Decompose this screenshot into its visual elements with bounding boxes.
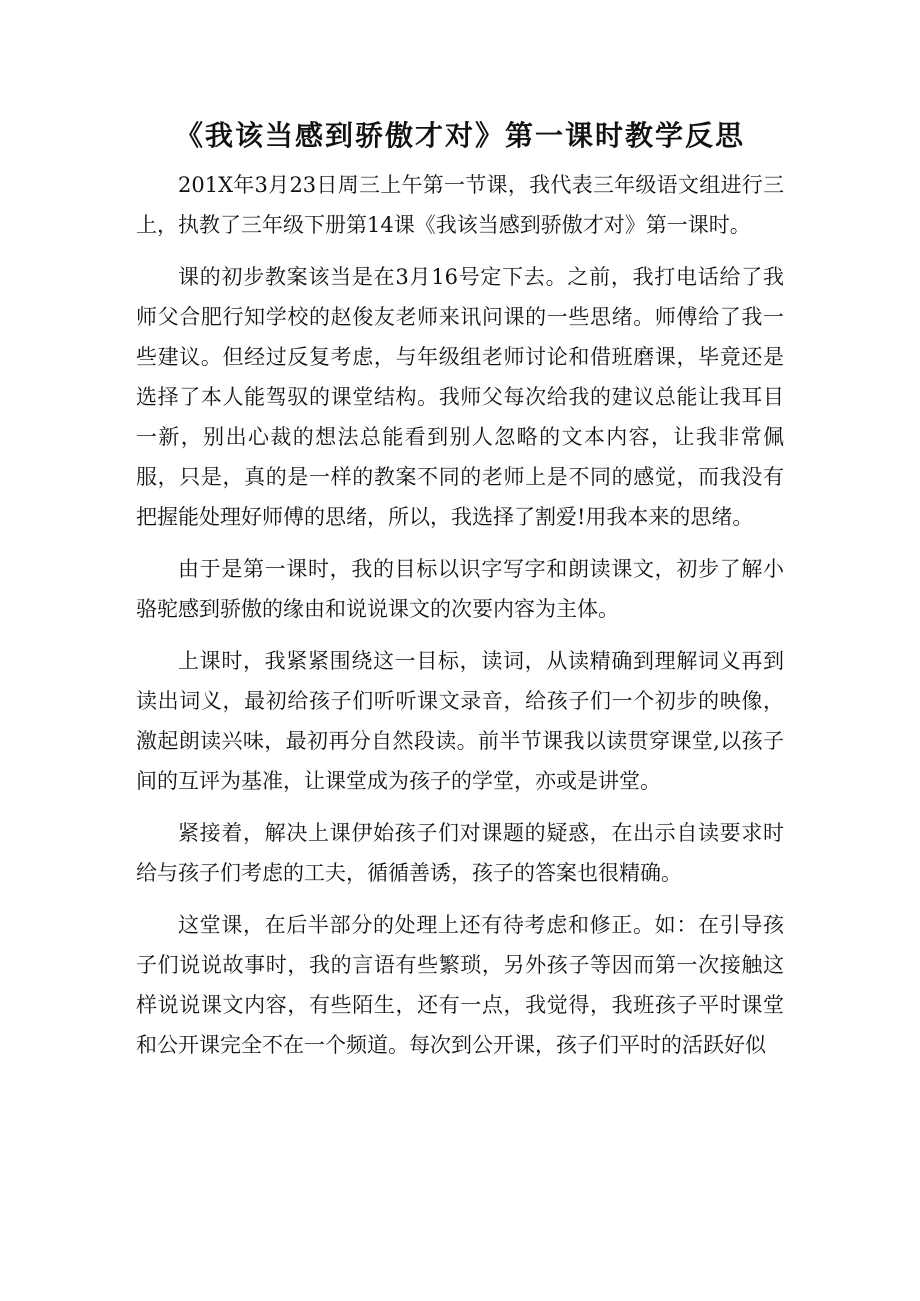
paragraph-2: 课的初步教案该当是在3月16号定下去。之前，我打电话给了我师父合肥行知学校的赵俊友老师来讯问课的一些思绪。师傅给了我一些建议。但经过反复考虑，与年级组老师讨论和借班磨课，毕竟还是选择了本人能驾驭的课堂结构。我师父每次给我的建议总能让我耳目一新，别出心裁的想法总能看到别人忽略的文本内容，让我非常佩服，只是，真的是一样的教案不同的老师上是不同的感觉，而我没有把握能处理好师傅的思绪，所以，我选择了割爱!用我本来的思绪。 — [136, 265, 784, 529]
paragraph-3: 由于是第一课时，我的目标以识字写字和朗读课文，初步了解小骆驼感到骄傲的缘由和说说课文的次要内容为主体。 — [136, 557, 784, 621]
document-body — [136, 165, 784, 1077]
paragraph-1: 201X年3月23日周三上午第一节课，我代表三年级语文组进行三上，执教了三年级下册第14课《我该当感到骄傲才对》第一课时。 — [136, 173, 784, 237]
paragraph-4: 上课时，我紧紧围绕这一目标，读词，从读精确到理解词义再到读出词义，最初给孩子们听听课文录音，给孩子们一个初步的映像，激起朗读兴味，最初再分自然段读。前半节课我以读贯穿课堂,以孩子间的互评为基准，让课堂成为孩子的学堂，亦或是讲堂。 — [136, 649, 784, 793]
document-title: 《我该当感到骄傲才对》第一课时教学反思 — [174, 119, 745, 152]
paragraph-6: 这堂课，在后半部分的处理上还有待考虑和修正。如：在引导孩子们说说故事时，我的言语有些繁琐，另外孩子等因而第一次接触这样说说课文内容，有些陌生，还有一点，我觉得，我班孩子平时课堂和公开课完全不在一个频道。每次到公开课，孩子们平时的活跃好似 — [136, 913, 784, 1057]
paragraph-5: 紧接着，解决上课伊始孩子们对课题的疑惑，在出示自读要求时给与孩子们考虑的工夫，循循善诱，孩子的答案也很精确。 — [136, 821, 784, 885]
